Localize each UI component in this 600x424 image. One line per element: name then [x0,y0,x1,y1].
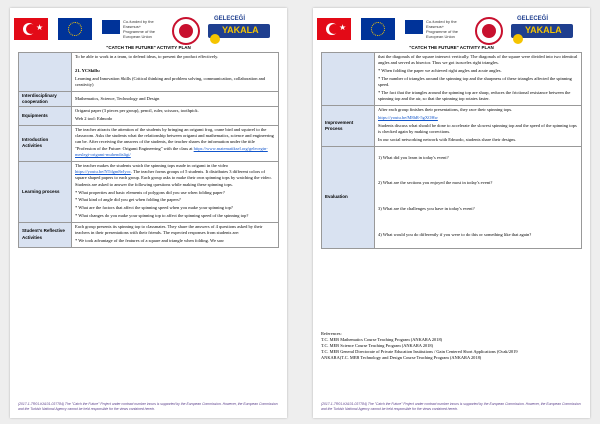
objectives-cell: To be able to work in a team, to defend ideas, to present the product effectively. 21. YCSkills: Learning and Innovation Skills (Critical thinking and problem solving, communication, collaboration and creativity) [72,53,279,92]
funding-disclaimer: (2017-1-TR01-KA101-037784) The "Catch the Future" Project under contract number incurs is supported by the European Commission. However, the European Commission and the Turkish National Agency cannot be held responsible for the views contained herein. [18,402,278,411]
erasmus-caption: Co-funded by the Erasmus+ Programme of the European Union [426,19,459,39]
table-row [19,53,279,92]
activity-plan-table [321,52,582,249]
document-page-left [10,8,287,418]
plan-title: "CATCH THE FUTURE" ACTIVITY PLAN [106,45,191,50]
erasmus-logo [405,17,465,41]
table-row: Evaluation 1) What did you learn in today's event? 2) What are the sections you enjoyed the most in today's event? 3) What are the challenges you have in today's event? 4) What would you do differently if you were to do this or something like that again? [322,146,582,248]
spinning-top-video-link[interactable]: https://youtu.be/NTdgm8eJyoc [75,169,131,175]
race-video-link[interactable]: https://youtu.be/M8hR-5gXOHw [378,114,438,120]
improvement-process-label: Improvement Process [322,106,375,146]
learning-process-label: Learning process [19,161,72,222]
eu-emblem-icon [405,20,423,34]
erasmus-caption: Co-funded by the Erasmus+ Programme of the European Union [123,19,156,39]
table-row: Interdisciplinary cooperation Mathematics, Science, Technology and Design [19,91,279,107]
turkey-flag-icon: ★ [317,18,351,40]
table-row: Introduction Activities The teacher attracts the attention of the students by bringing an origami frog, crane bird and squirrel to the classroom. Asks the students what the relationship between origami and mathematics, science and engineering can be. After receiving the answers of the students, the teacher shares the information under the title "Profession of the Future: Origami Engineering" with the class at https://www.matematiksel.org/gelecegin-meslegi-origami-muhendisligi/ [19,125,279,161]
gelecegi-yakala-logo: GELECEĞİ YAKALA [511,16,585,44]
funding-disclaimer: (2017-1-TR01-KA101-037784) The "Catch the Future" Project under contract number incurs is supported by the European Commission. However, the European Commission and the Turkish National Agency cannot be held responsible for the views contained herein. [321,402,581,411]
skills-heading: 21. YCSkills: [75,67,101,73]
references: References: T.C. MEB Mathematics Course Teaching Program (ANKARA 2018) T.C. MEB Science Course Teaching Program (ANKARA 2018) T.C. MEB General Directorate of Private Education Institutions / Gain Centered Short Applications (Ocak/2019 ANKARA)T.C. MEB Technology and Design Course Teaching Program (ANKARA 2018) [321,331,583,361]
ministry-seal-icon [172,17,200,45]
eu-flag-icon [361,18,395,40]
ministry-seal-icon [475,17,503,45]
activity-plan-table [18,52,279,248]
table-row: Equipments Origami paper (3 pieces per group), pencil, ruler, scissors, toothpick. Web 2 tool: Edmodo [19,107,279,126]
erasmus-logo [102,17,162,41]
eu-flag-icon [58,18,92,40]
origami-article-link[interactable]: https://www.matematiksel.org/gelecegin-meslegi-origami-muhendisligi/ [75,145,268,158]
eu-emblem-icon [102,20,120,34]
document-page-right [313,8,590,418]
table-row: Learning process The teacher makes the students watch the spinning tops made in origami in the video https://youtu.be/NTdgm8eJyoc. The teacher forms groups of 5 students. It distributes 3 different colors of square shaped papers to each group. Each group asks to make their own spinning tops by watching the video. Students are asked to answer the following questions while making these spinning tops. * What properties and basic elements of polygons did you use when folding paper? * What kind of angle did you get when folding the papers? * What are the factors that affect the spinning speed when you make your spinning top? * What changes do you make your spinning top to affect the spinning speed of the spinning top? [19,161,279,222]
turkey-flag-icon: ★ [14,18,48,40]
equipments-label: Equipments [19,107,72,126]
table-row: Improvement Process After each group finishes their presentations, they race their spinning tops. https://youtu.be/M8hR-5gXOHw Students discuss what should be done to accelerate the slowest spinning top and the speed of the spinning tops is checked again by making corrections. In our social networking network with Edmodo, students share their designs. [322,106,582,146]
interdisciplinary-label: Interdisciplinary cooperation [19,91,72,107]
table-row: that the diagonals of the square intersect vertically. The diagonals of the square were divided into two identical angles and served as bisector. Thus we got isosceles right triangles. * When folding the paper we achieved right angles and acute angles. * The number of triangles around the spinning top and the sharpness of these triangles affected the spinning speed. * The fact that the triangles around the spinning top are sharp, reduces the frictional resistance between the spinning top and the air, so that the spinning top rotates faster. [322,53,582,106]
plan-title: "CATCH THE FUTURE" ACTIVITY PLAN [409,45,494,50]
gelecegi-yakala-logo: GELECEĞİ YAKALA [208,16,282,44]
references-title: References: [321,331,342,336]
reflective-activities-label: Student's Reflective Activities [19,222,72,247]
evaluation-label: Evaluation [322,146,375,248]
introduction-label: Introduction Activities [19,125,72,161]
header-logos [313,14,590,44]
header-logos [10,14,287,44]
table-row: Student's Reflective Activities Each group presents its spinning top to classmates. They share the answers of 4 questions asked by their teachers in their presentations with their friends. The expected responses from students are: * We took advantage of the features of a square and triangle when folding. We saw [19,222,279,247]
